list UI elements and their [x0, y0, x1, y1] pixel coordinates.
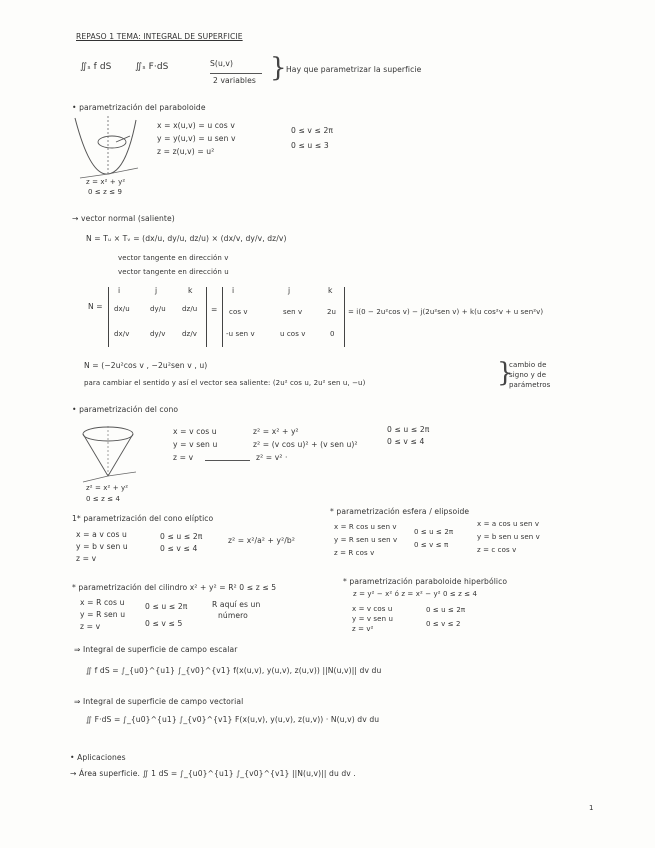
cone-x: x = v cos u: [173, 427, 217, 436]
cone-figure: [78, 424, 138, 482]
paraboloid-figure: [70, 116, 140, 178]
scalar-integral-heading: ⇒ Integral de superficie de campo escalar: [74, 645, 238, 654]
cone-u-range: 0 ≤ u ≤ 2π: [387, 425, 430, 434]
normal-determinant-result: = i(0 − 2u²cos v) − j(2u²sen v) + k(u cos²v + u sen²v): [348, 308, 544, 316]
tangent-u-note: vector tangente en dirección u: [118, 268, 229, 276]
paraboloid-heading: • parametrización del paraboloide: [72, 103, 206, 112]
cone-equation: z² = x² + y²: [86, 484, 129, 492]
page-title: REPASO 1 TEMA: INTEGRAL DE SUPERFICIE: [76, 32, 243, 41]
applications-heading: • Aplicaciones: [70, 753, 126, 762]
vector-integral-formula: ∬ F·dS = ∫_{u0}^{u1} ∫_{v0}^{v1} F(x(u,v), y(u,v), z(u,v)) · N(u,v) dv du: [86, 715, 380, 724]
normal-n-label: N =: [88, 302, 103, 311]
elliptic-cone-heading: 1* parametrización del cono elíptico: [72, 514, 214, 523]
normal-cross-product: N = Tᵤ × Tᵥ = (dx/u, dy/u, dz/u) × (dx/v, dy/v, dz/v): [86, 234, 287, 243]
scalar-integral-symbol: ∬ₛ f dS: [80, 62, 112, 72]
paraboloid-y: y = y(u,v) = u sen v: [157, 134, 236, 143]
hyperbolic-heading: * parametrización paraboloide hiperbólico: [343, 577, 508, 586]
tangent-v-note: vector tangente en dirección v: [118, 254, 229, 262]
page-number: 1: [589, 804, 594, 812]
two-variables-note: 2 variables: [213, 76, 256, 85]
paraboloid-v-range: 0 ≤ v ≤ 2π: [291, 126, 334, 135]
vector-integral-heading: ⇒ Integral de superficie de campo vectorial: [74, 697, 244, 706]
surface-param: S(u,v): [210, 59, 234, 68]
paraboloid-z-range: 0 ≤ z ≤ 9: [88, 188, 123, 196]
paraboloid-u-range: 0 ≤ u ≤ 3: [291, 141, 329, 150]
sphere-heading: * parametrización esfera / elipsoide: [330, 507, 470, 516]
paraboloid-x: x = x(u,v) = u cos v: [157, 121, 235, 130]
normal-orientation-note: para cambiar el sentido y así el vector sea saliente: (2u² cos u, 2u² sen u, −u): [84, 379, 366, 387]
parametrize-note: Hay que parametrizar la superficie: [286, 65, 422, 74]
cone-z-range: 0 ≤ z ≤ 4: [86, 495, 121, 503]
paraboloid-equation: z = x² + y²: [86, 178, 126, 186]
vector-integral-symbol: ∬ₛ F·dS: [135, 62, 169, 72]
cone-y: y = v sen u: [173, 440, 218, 449]
cone-v-range: 0 ≤ v ≤ 4: [387, 437, 425, 446]
paraboloid-z: z = z(u,v) = u²: [157, 147, 215, 156]
elliptic-cone-formula: z² = x²/a² + y²/b²: [228, 536, 295, 545]
normal-final: N = (−2u²cos v , −2u²sen v , u): [84, 361, 208, 370]
surface-area-formula: → Área superficie. ∬ 1 dS = ∫_{u0}^{u1} ∫_{v0}^{v1} ||N(u,v)|| du dv .: [70, 769, 356, 778]
normal-heading: → vector normal (saliente): [72, 214, 175, 223]
cone-heading: • parametrización del cono: [72, 405, 179, 414]
scalar-integral-formula: ∬ f dS = ∫_{u0}^{u1} ∫_{v0}^{v1} f(x(u,v), y(u,v), z(u,v)) ||N(u,v)|| dv du: [86, 666, 382, 675]
cone-z: z = v: [173, 453, 194, 462]
cylinder-heading: * parametrización del cilindro x² + y² = R² 0 ≤ z ≤ 5: [72, 583, 277, 592]
